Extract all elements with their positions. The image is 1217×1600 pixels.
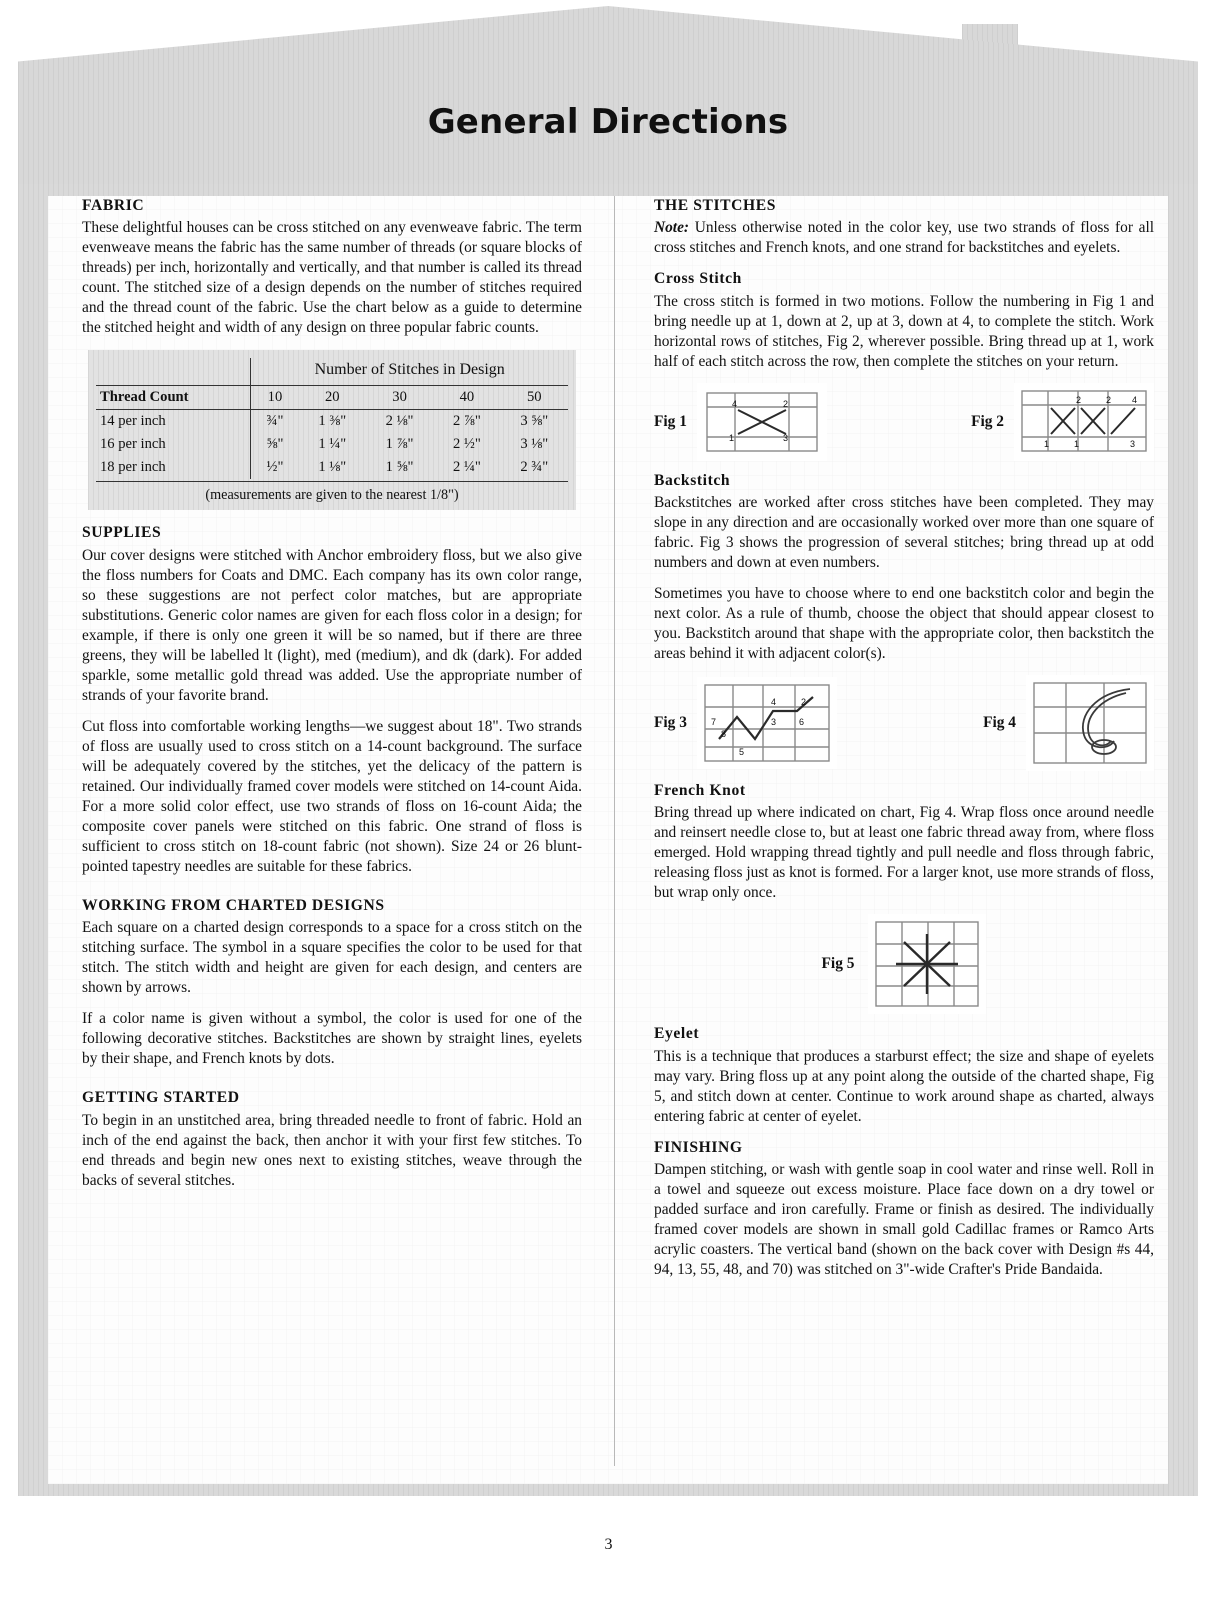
note-label: Note: bbox=[654, 219, 690, 237]
stitch-count-table bbox=[88, 350, 576, 510]
content-columns bbox=[66, 196, 1156, 1466]
heading-working-from-charted-designs: WORKING FROM CHARTED DESIGNS bbox=[82, 897, 385, 914]
table-cell: 2 ¾" bbox=[520, 459, 549, 476]
heading-cross-stitch: Cross Stitch bbox=[654, 270, 742, 288]
column-divider bbox=[614, 196, 615, 1466]
svg-text:3: 3 bbox=[1130, 438, 1136, 449]
svg-text:4: 4 bbox=[1132, 394, 1138, 405]
paragraph-supplies-2: Cut floss into comfortable working lengths—we suggest about 18". Two strands of floss are usually used to cross stitch on a 14-count background. The surface will be adequately covered by the stitches, yet the delicacy of the pattern is retained. Our individually framed cover models were stitched on 14-count Aida. For a more solid color effect, use two strands of floss on 16-count Aida; the composite cover panels were stitched on this fabric. One strand of floss is sufficient to cross stitch on 18-count fabric (not shown). Size 24 or 26 blunt-pointed tapestry needles are suitable for these fabrics. bbox=[82, 717, 582, 875]
roof-shape bbox=[18, 6, 1198, 191]
paragraph-supplies-1: Our cover designs were stitched with Anchor embroidery floss, but we also give the floss numbers for Coats and DMC. Each company has its own color range, so these suggestions are not perfect color matches, but are appropriate substitutions. Generic color names are given for each floss color in a design; for example, if there is only one green it will be so named, but if there are three greens, they will be labelled lt (light), med (medium), and dk (dark). For added sparkle, some metallic gold thread was added. Use the appropriate number of strands of your favorite brand. bbox=[82, 546, 582, 704]
svg-text:2: 2 bbox=[1106, 394, 1112, 405]
figure-2 bbox=[971, 383, 1154, 461]
heading-finishing: FINISHING bbox=[654, 1138, 743, 1156]
table-span-header: Number of Stitches in Design bbox=[251, 358, 568, 385]
figure-row-1-2 bbox=[654, 383, 1154, 461]
svg-text:1: 1 bbox=[728, 432, 734, 443]
paragraph-finishing: Dampen stitching, or wash with gentle soap in cool water and rinse well. Roll in a towel and squeeze out excess moisture. Place face down on a dry towel or padded surface and iron carefully. Frame or finish as desired. The individually framed cover models are shown in small gold Cadillac frames or Ramco Arts acrylic coasters. The vertical band (shown on the back cover with Design #s 44, 94, 13, 55, 48, and 70) was stitched on 3"-wide Crafter's Pride Bandaida. bbox=[654, 1160, 1154, 1279]
paragraph-backstitch-2: Sometimes you have to choose where to end one backstitch color and begin the next color. As a rule of thumb, choose the object that should appear closest to you. Backstitch around that shape with the appropriate color, then backstitch the areas behind it with adjacent color(s). bbox=[654, 584, 1154, 662]
left-column bbox=[82, 196, 582, 1202]
paragraph-cross-stitch: The cross stitch is formed in two motions. Follow the numbering in Fig 1 and bring needle up at 1, down at 2, up at 3, down at 4, to complete the stitch. Work horizontal rows of stitches, Fig 2, wherever possible. Bring thread up at 1, work half of each stitch across the row, then complete the stitches on your return. bbox=[654, 292, 1154, 370]
right-column bbox=[654, 196, 1154, 1291]
figure-3 bbox=[654, 677, 837, 769]
svg-text:2: 2 bbox=[1076, 394, 1082, 405]
paragraph-eyelet: This is a technique that produces a starburst effect; the size and shape of eyelets may vary. Bring floss up at any point along the outside of the charted shape, Fig 5, and stitch down at center. Continue to work around shape as charted, always entering fabric at center of eyelet. bbox=[654, 1047, 1154, 1125]
spacer bbox=[82, 1080, 582, 1088]
table-cell: 2 ¼" bbox=[452, 459, 481, 476]
table-corner-blank bbox=[96, 358, 251, 385]
svg-text:7: 7 bbox=[710, 717, 716, 728]
table-cell: 1 ⅜" bbox=[318, 413, 347, 430]
heading-the-stitches: THE STITCHES bbox=[654, 197, 777, 214]
table-row-header: Thread Count bbox=[96, 386, 251, 410]
svg-text:5: 5 bbox=[738, 747, 744, 758]
heading-supplies: SUPPLIES bbox=[82, 524, 162, 542]
table-row-label: 16 per inch bbox=[96, 433, 251, 456]
table-col-header: 40 bbox=[433, 386, 500, 410]
svg-text:6: 6 bbox=[798, 717, 804, 728]
figure-1-label: Fig 1 bbox=[654, 412, 687, 430]
figure-4-label: Fig 4 bbox=[983, 714, 1016, 731]
svg-text:2: 2 bbox=[782, 398, 788, 409]
table-row-label: 14 per inch bbox=[96, 410, 251, 433]
table-cell: 1 ⅛" bbox=[318, 459, 347, 476]
backstitch-diagram-icon bbox=[697, 677, 837, 769]
paragraph-getting-started: To begin in an unstitched area, bring threaded needle to front of fabric. Hold an inch of the end against the back, then anchor it with your first few stitches. To end threads and begin new ones next to existing stitches, weave through the backs of several stitches. bbox=[82, 1111, 582, 1189]
figure-4 bbox=[983, 675, 1154, 771]
svg-text:1: 1 bbox=[1044, 438, 1050, 449]
figure-5 bbox=[654, 914, 1154, 1014]
table-cell: 1 ⅞" bbox=[385, 436, 414, 453]
heading-getting-started: GETTING STARTED bbox=[82, 1089, 240, 1107]
svg-text:4: 4 bbox=[770, 697, 776, 708]
svg-text:1: 1 bbox=[1074, 438, 1080, 449]
cross-stitch-row-diagram-icon bbox=[1014, 383, 1154, 461]
table-cell: ⅝" bbox=[266, 436, 284, 453]
table-row bbox=[96, 410, 568, 433]
spacer bbox=[82, 510, 582, 523]
eyelet-diagram-icon bbox=[868, 914, 986, 1014]
table-cell: ½" bbox=[266, 459, 284, 476]
paragraph-working-2: If a color name is given without a symbol, the color is used for one of the following decorative stitches. Backstitches are shown by straight lines, eyelets by their shape, and French knots by dots. bbox=[82, 1010, 582, 1068]
table-cell: 1 ⅝" bbox=[385, 459, 414, 476]
paragraph-fabric: These delightful houses can be cross stitched on any evenweave fabric. The term evenweave means the fabric has the same number of threads (or square blocks of threads) per inch, horizontally and vertically, and that number is called its thread count. The stitched size of a design depends on the number of stitches required and the thread count of the fabric. Use the chart below as a guide to determine the stitched height and width of any design on three popular fabric counts. bbox=[82, 219, 582, 337]
table-cell: 2 ½" bbox=[452, 436, 481, 453]
table-cell: 3 ⅛" bbox=[520, 436, 549, 453]
table-footnote: (measurements are given to the nearest 1/8") bbox=[96, 481, 568, 504]
table-cell: 1 ¼" bbox=[318, 436, 347, 453]
figure-3-label: Fig 3 bbox=[654, 714, 687, 731]
table-col-header: 30 bbox=[366, 386, 433, 410]
table-row-label: 18 per inch bbox=[96, 456, 251, 479]
table-col-header: 20 bbox=[299, 386, 366, 410]
svg-text:2: 2 bbox=[800, 697, 806, 708]
note-text: Unless otherwise noted in the color key, use two strands of floss for all cross stitches and French knots, and one strand for backstitches and eyelets. bbox=[654, 219, 1154, 257]
figure-1 bbox=[654, 383, 827, 461]
heading-french-knot: French Knot bbox=[654, 782, 746, 800]
figure-2-label: Fig 2 bbox=[971, 412, 1004, 430]
table-row bbox=[96, 456, 568, 479]
paragraph-stitches-note bbox=[654, 218, 1154, 258]
page-number: 3 bbox=[604, 1536, 613, 1553]
heading-eyelet: Eyelet bbox=[654, 1025, 700, 1043]
spacer bbox=[82, 888, 582, 896]
page-title: General Directions bbox=[427, 102, 789, 142]
paragraph-french-knot: Bring thread up where indicated on chart, Fig 4. Wrap floss once around needle and reinsert needle close to, but at least one fabric thread away from, where floss emerged. Hold wrapping thread tightly and pull needle and floss through fabric, releasing floss just as knot is formed. For a larger knot, use more strands of floss, but wrap only once. bbox=[654, 804, 1154, 902]
heading-fabric: FABRIC bbox=[82, 197, 145, 214]
svg-text:3: 3 bbox=[770, 717, 776, 728]
table-cell: 3 ⅝" bbox=[520, 413, 549, 430]
svg-text:4: 4 bbox=[731, 398, 737, 409]
cross-stitch-diagram-icon bbox=[697, 383, 827, 461]
table-col-header: 10 bbox=[251, 386, 299, 410]
svg-text:3: 3 bbox=[782, 432, 788, 443]
table-cell: ¾" bbox=[266, 413, 284, 430]
table-cell: 2 ⅛" bbox=[385, 413, 414, 430]
paragraph-working-1: Each square on a charted design corresponds to a space for a cross stitch on the stitching surface. The symbol in a square specifies the color to be used for that stitch. The stitch width and height are given for each design, and centers are shown by arrows. bbox=[82, 919, 582, 997]
french-knot-diagram-icon bbox=[1026, 675, 1154, 771]
table-col-header: 50 bbox=[501, 386, 568, 410]
figure-row-3-4 bbox=[654, 675, 1154, 771]
table-row bbox=[96, 433, 568, 456]
figure-5-label: Fig 5 bbox=[821, 955, 855, 973]
table-cell: 2 ⅞" bbox=[452, 413, 481, 430]
heading-backstitch: Backstitch bbox=[654, 471, 731, 489]
paragraph-backstitch-1: Backstitches are worked after cross stitches have been completed. They may slope in any direction and are occasionally worked over more than one square of fabric. Fig 3 shows the progression of several stitches; bring thread up at odd numbers and down at even numbers. bbox=[654, 493, 1154, 571]
svg-text:8: 8 bbox=[720, 729, 726, 740]
